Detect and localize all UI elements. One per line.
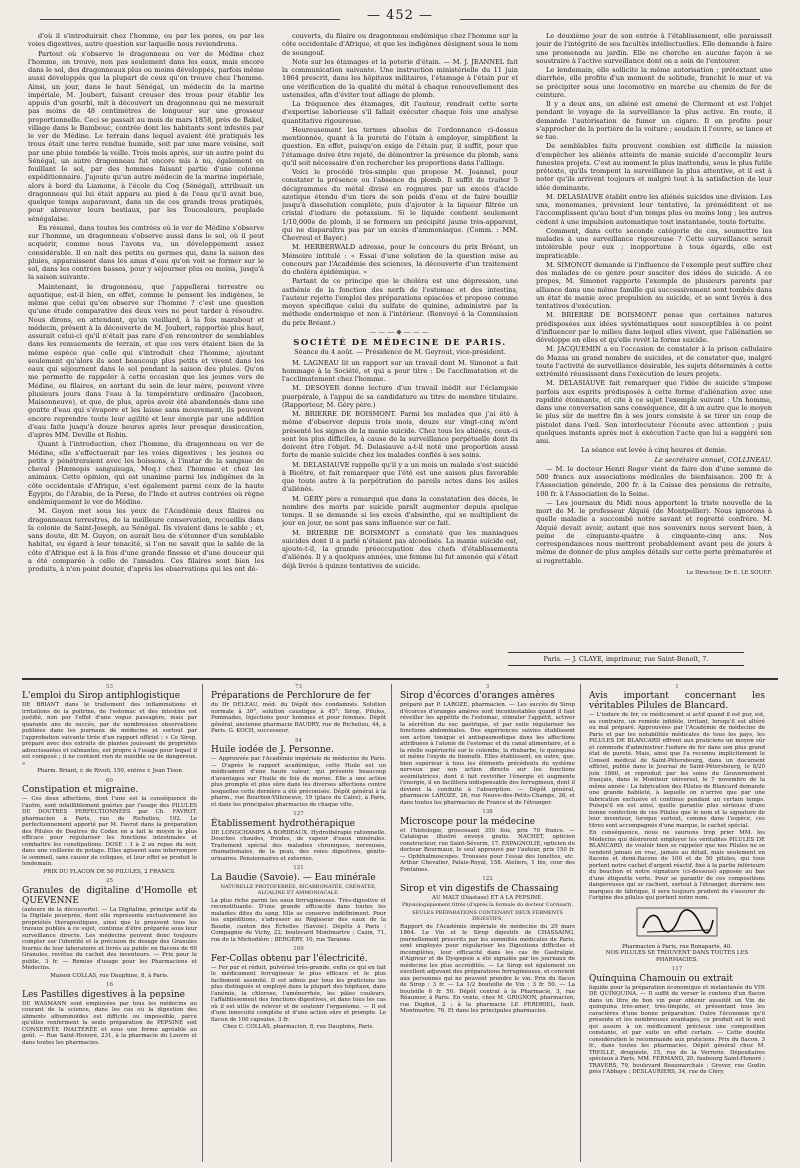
paragraph: La fréquence des étamages, dit l'auteur, rendrait cette sorte d'expertise laborieuse s'il fallait exécuter chaque fois une analyse quantitative rigoureuse. — [282, 100, 518, 125]
ad-number: 121 — [293, 865, 304, 871]
ad-number: 3 — [485, 684, 490, 690]
ad-price: PRIX DU FLACON DE 50 PILULES, 2 FRANCS. — [43, 868, 176, 875]
ad-body: liquide pour la préparation économique et instantanée du VIN DE QUINQUINA. — Il suffit de verser le contenu d'un flacon dans un litre de bon vin pour obtenir aussitôt un Vin de quinquina très-amer, très-limpide, et présentant tous les caractères d'une bonne préparation. Outre l'économie qu'il présente et les nombreuses avantages, ce produit est le seul qui assure à un médicament précieux une composition constante, et par suite un effet certain. — Cette double considération le recommande aux praticiens. Prix du flacon, 3 fr., dans toutes les pharmacies. Dépôt général chez M. TREILLE, droguiste, 15, rue de la Verrerie. Dépositaires spéciaux à Paris, MM. FERMAND, 20, faubourg Saint-Honoré ; TRAVERS, 79, boulevard Beaumarchais ; Grover, rue Gozlin près l'Abbaye ; DESLAURIERS, 34, rue de Cléry. — [589, 984, 765, 1075]
ad-title: L'emploi du Sirop antiphlogistique — [22, 691, 181, 701]
ad-quinquina — [589, 966, 765, 1076]
ad-title: Microscope pour la médecine — [400, 816, 536, 827]
paragraph: M. DELASIAUVE établit entre les aliénés suicides une division. Les uns, monomanes, prévoient leur tentative, la préméditent et ne l'accomplissent qu'au bout d'un temps plus ou moins long ; les autres cèdent à une impulsion automatique tout instantanée, toute fortuite. — [536, 192, 772, 226]
paragraph: Le deuxième jour de son entrée à l'établissement, elle paraissait jouir de l'intégrité de ses facultés intellectuelles. Elle demande à faire une promenade au jardin. Elle ne cherche en aucune façon à se soustraire à l'active surveillance dont on a soin de l'entourer. — [536, 32, 772, 65]
ad-title: La Baudie (Savoie). — Eau minérale — [211, 872, 376, 883]
ad-subtitle: Physiologiquement titrés (d'après la formule du docteur Corvisart). — [401, 902, 574, 908]
ad-title: Les Pastilles digestives à la pepsine — [22, 989, 186, 1000]
ad-body: DE BRIANT dans le traitement des inflammations et irritations de la poitrine, de l'estomac et des intestins est justifié, non par l'effet d'une vogue passagère, mais par quarante ans de succès, par de nombreuses observations publiées dans les journaux de médecine et surtout par l'approbation suivante tirée d'un rapport officiel : « Ce Sirop, préparé avec des extraits de plantes jouissant de propriétés adoucissantes et calmantes, est propre à l'usage pour lequel il est composé ; il ne contient rien de nuisible ou de dangereux. » — [22, 702, 197, 767]
paragraph: M. JACQUEMIN a eu l'occasion de constater à la prison cellulaire de Mazas un grand nombre de suicides, et de constater que, malgré toute l'activité de surveillance désirable, les sujets déterminés à cette extrémité réussissent dans l'exécution de leurs projets. — [536, 345, 772, 378]
closing-line: La séance est levée à cinq heures et demie. — [581, 446, 727, 455]
ad-title: Préparations de Perchlorure de fer — [211, 691, 371, 701]
paragraph: M. Guyon met sous les yeux de l'Académie deux filaires ou dragonneaux terrestres, de la meilleure conservation, recueillis dans la colonie de Saint-Joseph, au Sénégal. Ils vivaient dans le sable ; et, sans doute, dit M. Guyon, on aurait lieu de s'étonner d'un semblable habitat, eu égard à leur tenacité, si l'on ne savait que le sable de la côte d'Afrique est à la fois d'une grande finesse et d'une douceur qui a été comparée à celle de l'amadou. Ces filaires sont bien les produits, à n'en point douter, d'après les observations qui les ont dé- — [28, 507, 264, 573]
ad-title: Fer-Collas obtenu par l'électricité. — [211, 953, 368, 964]
paragraph: M. BRIERRE DE BOISMONT. Parmi les malades que j'ai été à même d'observer depuis trois mois, douze sur vingt-cinq m'ont présenté les signes de la manie suicide. Chez tous les aliénés, ceux-ci sont les plus difficiles, à cause de la surveillance perpétuelle dont ils doivent être l'objet. M. Delasiauve a-t-il noté une proportion aussi forte de manie suicide chez les malades confiés à ses soins. — [282, 410, 518, 460]
section-title: SOCIÉTÉ DE MÉDECINE DE PARIS. — [293, 338, 507, 348]
ad-body: du Dr DELEAU, méd. du Dépôt des condamnés. Solution normale à 30°, solution caustique à 45°; Sirop, Pilules, Pommades, Injections pour hommes et pour femmes. Dépôt général, ancienne pharmacie BAUDRY, rue de Richelieu, 44, à Paris. G. KOCH, successeur. — [211, 702, 386, 734]
ad-address: Pharmacien à Paris, rue Bonaparte, 40. — [622, 943, 732, 950]
paragraph: — M. le docteur Henri Roger vient de faire don d'une somme de 500 francs aux associations médicales de bienfaisance. 200 fr. à l'Association générale, 200 fr. à la Caisse des pensions de retraite, 100 fr. à l'Association de la Seine. — [536, 464, 772, 498]
ad-microscope — [400, 809, 575, 873]
paragraph: Maintenant, le dragonneau, que j'appellerai terrestre ou aquatique, est-il bien, en effet, comme le pensent les indigènes, le même que celui qu'on observe sur l'homme ? c'est une question qu'une étude comparative des deux vers ne peut tarder à résoudre. Nous dirons, en attendant, qu'un vieillard, à la fois marabout et médecin, présent à la découverte de M. Joubert, rapportée plus haut, assurait celui-ci qu'il n'était pas rare d'en rencontrer de semblables dans les remuements de terrain, et que ces vers étaient bien de la même espèce que celle qui s'introduit chez l'homme, ajoutant seulement qu'alors ils sont beaucoup plus petits et vivent dans les eaux qui séjournent dans le sol pendant la saison des pluies. Qu'on me permette de rappeler à cette occasion que les jeunes vers de Médine, ou filaires, en sortant du sein de leur mère, peuvent vivre plusieurs jours dans l'eau à la température ordinaire (Jacobson, Maisonneuve), et que, de plus, après avoir été abandonnés dans une goutte d'eau qui s'évapore et les laisse sans mouvement, ils peuvent encore reprendre toute leur agilité et leur énergie par une addition d'eau faite jusqu'à douze heures après leur presque dessiccation, d'après MM. Deville et Robin. — [28, 282, 264, 439]
paragraph: M. DESOYER donne lecture d'un travail inédit sur l'éclampsie puerpérale, à l'appui de sa candidature au titre de membre titulaire. (Rapporteur, M. Géry père.) — [282, 384, 518, 409]
paragraph: M. BRIERRE DE BOISMONT a constaté que les maniaques suicides dont il a parlé n'étaient pas alcoolisés. La manie suicide est, ajoute-t-il, la grande préoccupation des chefs d'établissements d'aliénés. Il y a quelques années, une femme lui fut amenée qui s'était déjà livrée à quinze tentatives de suicide. — [282, 528, 518, 570]
paragraph: Il y a deux ans, un aliéné est amené de Clermont et est l'objet pendant le voyage de la surveillance la plus active. En route, il demande l'autorisation de fumer un cigare. Il en profite pour s'approcher de la portière de la voiture ; soudain il l'ouvre, se lance et se tue. — [536, 100, 772, 141]
director-signature: Le Directeur, Dr E. LE SOUEF. — [686, 569, 772, 576]
ad-title: Avis important concernant les véritables Pilules de Blancard. — [589, 691, 765, 711]
ad-number: 60 — [106, 777, 113, 784]
ad-body: (auteurs de la découverte). — La Digitaline, principe actif de la Digitale pourprée, dont elle représente exclusivement les propriétés thérapeutiques, ainsi que le prouvent tous les travaux publiés à ce sujet, continue d'être préparée sous leur surveillance directe. Les médecins peuvent donc toujours compter sur l'identité et la précision de dosage des Granules fournis de leur laboratoire et livrés au public en flacons de 60 Granules, revêtus du cachet des inventeurs. — Prix pour le public, 3 fr. — Remise d'usage pour les Pharmaciens et Médecins. — [22, 906, 197, 971]
ad-notice: NOS PILULES SE TROUVENT DANS TOUTES LES PHARMACIES. — [605, 950, 749, 963]
paragraph: Note sur les étamages et la poterie d'étain. — M. J. JEANNEL fait la communication suivante. Une instruction ministérielle du 11 juin 1864 prescrit, dans les hôpitaux militaires, l'étamage à l'étain pur et une vérification de la qualité du métal à chaque renouvellement des ustensiles, afin d'éviter tout alliage de plomb. — [282, 57, 518, 99]
paragraph: Quant à l'introduction, chez l'homme, du dragonneau ou ver de Médine, elle s'effectuerait par les voies digestives ; les jeunes ou petits y pénétreraient avec les boissons, à l'instar de la sangsue de cheval (Hæmopis sanguisuga, Moq.) chez l'homme et chez les animaux. Cette opinion, qui est unanime parmi les indigènes de la côte occidentale d'Afrique, s'est également parmi ceux de la haute Égypte, de l'Arabie, de la Perse, de l'Inde et autres contrées où règne endémiquement le ver de Médine. — [28, 440, 264, 506]
ad-title: Huile iodée de J. Personne. — [211, 745, 334, 755]
ad-title: Sirop d'écorces d'oranges amères — [400, 691, 555, 701]
ad-number: 16 — [106, 982, 113, 988]
ad-subtitle: AU MALT (Diastase) ET A LA PEPSINE. — [432, 894, 543, 901]
ad-number: 73 — [295, 684, 302, 690]
ad-body: — L'iodure de fer, ce médicament si actif quand il est pur, est, au contraire, un remède infidèle, irritant, lorsqu'il est altéré ou mal préparé. Approuvées par l'Académie de médecine de Paris et par les notabilités médicales de tous les pays, les PILULES DE BLANCARD offrent aux praticiens un moyen sûr et commode d'administrer l'iodure de fer dans son plus grand état de pureté. Mais, ainsi que l'a reconnu implicitement le Conseil médical de Saint-Pétersbourg, dans un document officiel, publié dans le Journal de Saint-Pétersbourg, le 8/20 juin 1860, et reproduit par les soins du Gouvernement français, dans le Moniteur universel, le 7 novembre de la même année : La fabrication des Pilules de Blancard demande une grande habileté, à laquelle on n'arrive que par une fabrication exclusive et continue pendant un certain temps. Puisqu'il en est ainsi, quelle garantie plus sérieuse d'une bonne confection de ces Pilules que le nom et la signature de leur inventeur, lorsque surtout, comme dans l'espèce, ces titres sont accompagnés d'une marque, le cachet spécial. — [589, 712, 765, 829]
ad-title: Granules de digitaline d'Homolle et QUEVENNE — [22, 885, 197, 906]
ad-body: — Fer pur et réduit, pulvérisé très-grande, enfin ce qui en fait le médicament ferrugineux le plus efficace et le plus facilement assimilé. Il est admis par tous les praticiens les plus distingués et employé dans la plupart des hôpitaux, dans l'anémie, la chlorose, l'aménorrhée, les pâles couleurs, l'affaiblissement des fonctions digestives, et dans tous les cas où il est utile de relever et de soutenir l'organisme. — Il est d'une innocuité complète et d'une action sûre et prompte. Le flacon de 100 capsules, 3 fr. — [211, 964, 386, 1023]
ad-column-3 — [400, 684, 581, 1162]
ad-number: 109 — [293, 946, 304, 952]
ad-la-baudie — [211, 865, 386, 943]
ad-column-1 — [22, 684, 203, 1162]
editorial-column-3 — [536, 32, 772, 682]
paragraph: Le lendemain, elle sollicite la même autorisation ; prétextant une diarrhée, elle profite d'un moment de solitude, franchit le mur et va se précipiter sous une locomotive en marche au chemin de fer de ceinture. — [536, 66, 772, 99]
ad-number: 138 — [482, 809, 493, 815]
ad-body: Rapport de l'Académie impériale de médecine du 29 mars 1864. Le Vin et le Sirop digestifs de CHASSAING, journellement prescrits par les sommités médicales de Paris, sont employés pour régulariser les Digestions difficiles et incomplètes, leur efficacité dans les cas de Gastralgie, d'Aigreur et de Dyspepsie a été signalée par les journaux de médecine les plus accrédités. — Le Sirop est également un excellent adjuvant des préparations ferrugineuses, et convient aux personnes qui ne peuvent prendre le vin. Prix du flacon de Sirop : 3 fr. — La 1/2 bouteille de Vin : 3 fr. 50. — La bouteille 6 fr. 50. Dépôt central à la Pharmacie, 3, rue Réaumur, à Paris. En vente, chez M. GRIGNON, pharmacien, rue Duphot, 2 ; à la pharmacie LE PERDRIEL, faub. Montmartre, 76. Et dans les principales pharmacies. — [400, 923, 575, 1014]
ad-column-4 — [589, 684, 770, 1162]
paragraph: Voici le procédé très-simple que propose M. Jeannel, pour constater la présence ou l'absence du plomb. Il suffit de traiter 5 décigrammes du métal divisé en rognures par un excès d'acide azotique étendu d'un tiers de son poids d'eau et de faire bouillir jusqu'à dissolution complète, puis d'ajouter à la liqueur filtrée un cristal d'iodure de potassium. Si le liquide contient seulement 1/10,000e de plomb, il se formera un précipité jaune très-apparent, qui ne disparaîtra pas par un excès d'ammoniaque. (Comm. : MM. Chevreul et Bayer.) — [282, 168, 518, 242]
ad-address: Chez C. COLLAS, pharmacien, 8, rue Dauphine, Paris. — [222, 1024, 375, 1030]
paragraph: couverts, du filaire ou dragonneau endémique chez l'homme sur la côte occidentale d'Afrique, et que les indigènes désignent sous le nom de soungouf. — [282, 32, 518, 57]
paragraph: — Les journaux du Midi nous apportent la triste nouvelle de la mort de M. le professeur Alquié (de Montpellier). Nous ignorons à quelle maladie a succombé notre savant et regretté confrère. M. Alquié devait avoir, autant que nos souvenirs nous servent bien, à peine de cinquante-quatre à cinquante-cinq ans. Nos correspondances nous mettront probablement avant peu de jours à même de donner de plus amples détails sur cette perte prématurée et si regrettable. — [536, 498, 772, 565]
ad-title: Quinquina Chamouin ou extrait — [589, 973, 733, 984]
ad-sirop-oranges — [400, 691, 575, 806]
editorial-column-1 — [28, 32, 264, 682]
ad-number: 127 — [293, 811, 304, 817]
ad-hydrotherapie — [211, 811, 386, 862]
ad-subtitle: SEULES PRÉPARATIONS CONTENANT DEUX FERMENTS DIGESTIFS. — [412, 909, 563, 922]
ad-number: 25 — [106, 878, 113, 884]
ad-constipation — [22, 778, 197, 876]
ad-perchlorure-fer — [211, 691, 386, 735]
ad-body: — Approuvée par l'Académie impériale de médecine de Paris. — D'après le rapport académique, cette Huile est un médicament d'une haute valeur, qui présente beaucoup d'avantages sur l'huile de foie de morue. Elle a une action plus prompte et plus sûre dans les diverses affections contre lesquelles cette dernière a été préconisée. Dépôt général à la pharm., rue Bourbon-Villeneuve, 19 (place du Caire), à Paris, et dans les principales pharmacies de chaque ville. — [211, 756, 386, 808]
printer-line: Paris. — J. CLAYE, imprimeur, rue Saint-Benoît, 7. — [508, 652, 744, 666]
ad-number: 122 — [482, 876, 493, 882]
ad-title: Constipation et migraine. — [22, 785, 139, 795]
blancard-signature-image — [617, 904, 737, 942]
paragraph: M. LAGNEAU lit un rapport sur un travail dont M. Simonot a fait hommage à la Société, et qui a pour titre : De l'acclimatation et de l'acclimatement chez l'homme. — [282, 358, 518, 383]
ad-body: La plus riche parmi les eaux ferrugineuses. Très-digestive et reconstituante. D'une grande efficacité dans toutes les maladies dites du sang. Elle se conserve indéfiniment. Pour les expéditions, s'adresser au Régisseur des eaux de la Baudie, canton des Échelles (Savoie). Dépôts à Paris : Compagnie de Vichy, 22, boulevard Montmartre ; Cazin, 71, rue de la Michodière ; BERGÉRY, 10, rue Taranne. — [211, 897, 386, 943]
ad-huile-iodee — [211, 738, 386, 809]
ad-sirop-chassaing — [400, 876, 575, 1015]
editorial-column-2 — [282, 32, 518, 682]
paragraph: M. DELASIAUVE rappelle qu'il y a un mois un malade s'est suicidé à Bicêtre, et fait remarquer que l'été est une saison plus favorable que toute autre à la perpétration de pareils actes dans les asiles d'aliénés. — [282, 460, 518, 494]
ad-pilules-blancard — [589, 691, 765, 963]
header-rule-right — [460, 19, 760, 20]
ad-number: 54 — [295, 737, 302, 744]
signature-icon — [617, 904, 737, 942]
ad-subtitle: NATURELLE PROTOFERRÉE, BICARBONATÉE, CRÉNATÉE, ALCALINE ET AMMONIACALE. — [220, 883, 377, 896]
paragraph: Comment, dans cette seconde catégorie de cas, soumettre les malades à une surveillance rigoureuse ? Cette surveillance serait intolérable pour eux ; inopportune à tous égards, elle est impraticable. — [536, 226, 772, 260]
paragraph: M. DELASIAUVE fait remarquer que l'idée de suicide s'impose parfois aux esprits prédisposés à cette forme d'aliénation avec une rapidité étonnante, et cite à ce sujet l'exemple suivant : Un homme, dans une conversation sans conséquence, dit à un autre que le moyen le plus sûr de mettre fin à ses jours consiste à se tirer un coup de pistolet dans l'œil. Son interlocuteur l'écoute avec attention ; puis quelques instants après met à exécution l'acte que lui a suggéré son ami. — [536, 379, 772, 445]
ad-body: et l'histologie, grossissant 350 fois, prix 70 francs. — Catalogue illustré envoyé gratis. NACHET, opticien constructeur, rue Saint-Séverin, 17. ESPAGNOLIE, opticien du docteur Bourmaux, le seul approuvé par l'auteur, prix 150 fr. — Ophthalmoscopes. Trousses pour l'essai des lunettes, etc. Arthur Chevalier, Palais-Royal, 158. Ateliers, 1 bis, cour des Fontaines. — [400, 827, 575, 873]
ad-fer-collas — [211, 946, 386, 1031]
paragraph: M. HERBERWALD adresse, pour le concours du prix Bréant, un Mémoire intitulé : « Essai d'une solution de la question mise au concours par l'Académie des sciences, la découverte d'un traitement du choléra épidémique. » — [282, 243, 518, 276]
paragraph: Heureusement les termes absolus de l'ordonnance ci-dessus mentionnée, quant à la pureté de l'étain à employer, simplifient la question. En effet, puisqu'on exige de l'étain pur, il suffit, pour que l'étamage doive être rejeté, de démontrer la présence du plomb, sans qu'il soit nécessaire d'en rechercher les proportions dans l'alliage. — [282, 125, 518, 167]
paragraph: Partout où s'observe le dragonneau ou ver de Médine chez l'homme, on trouve, non pas seulement dans les eaux, mais encore dans le sol, des dragonneaux plus ou moins développés, parfois même aussi développés que la plupart de ceux qu'on trouve chez l'homme. Ainsi, un jour, dans le haut Sénégal, un médecin de la marine impériale, M. Joubert, faisant creuser des trous pour établir les appuis d'un gourbi, mit à découvert un dragonneau qui ne mesurait pas moins de 48 centimètres de longueur sur une grosseur proportionnelle. Ceci se passait au mois de mars 1858, près de Bakel, village dans le Bambouc, contrée dont les habitants sont infestés par le ver de Médine. Le terrain dans lequel avaient été pratiqués les trous était une terre rendue humide, soit par une mare voisine, soit par une pluie tombée la veille. Trois mois après, sur un autre point du Sénégal, un autre dragonneau fut encore mis à nu, également en fouillant le sol, par des hommes faisant partie d'une colonne expéditionnaire. J'ajoute qu'un autre médecin de la marine impériale, alors à bord du Liamone, à l'école du Coq (Sénégal), attribuait un dragonneau qui lui était apparu au pied à de l'eau qu'il avait bue, quelque temps auparavant, dans un de ces grands trous pratiqués, pour abreuver leurs bestiaux, par les Toucouleurs, peuplade sénégalaise. — [28, 49, 264, 223]
ad-body: DE LONGCHAMPS A BORDEAUX. Hydrothérapie rationnelle. Douches chaudes, froides, de vapeur d'eaux minérales. Traitement spécial des maladies chroniques, nerveuses, rhumatismales, de la peau, des voies digestives, génito-urinaires. Pensionnaires et externes. — [211, 829, 386, 862]
advertisements-section — [22, 678, 778, 1164]
ad-body: DE WASMANN sont employées par tous les médecins au courant de la science, dans les cas où la digestion des aliments albuminoïdes est difficile ou impossible, parce qu'elles renferment la seule préparation de PEPSINE soit CONSERVÉE INALTÉRÉE et sous une forme agréable au goût. — Rue Saint-Honoré, 231, à la pharmacie du Louvre et dans toutes les pharmacies. — [22, 1000, 197, 1046]
ad-number: 117 — [671, 966, 683, 972]
page-number: — 452 — — [366, 8, 434, 23]
paragraph: d'où il s'introduirait chez l'homme, ou par les pores, ou par les voies digestives, autre question sur laquelle nous reviendrons. — [28, 32, 264, 49]
paragraph: M. SIMONOT demande si l'influence de l'exemple peut suffire chez des malades de ce genre pour susciter des idées de suicide. A ce propos, M. Simonot rapporte l'exemple de plusieurs parents par alliance dans une même famille qui successivement sont tombés dans un état de manie avec propulsion au suicide, et se sont livrés à des tentatives d'exécution. — [536, 260, 772, 310]
ad-body: préparé par P. LAROZE, pharmacien. — Les succès du Sirop d'écorces d'oranges amères sont incontestables quand il faut réveiller les appétits de l'estomac, stimuler l'appétit, activer la sécrétion du suc gastrique, et par suite régulariser les fonctions abdominales. Des expériences suivies établissent son action tonique et antispasmodique dans les affections attribuées à l'atonie de l'estomac et du canal alimentaire, et à la réelle supériorité sur le colombo, la rhubarbe, le quinquina et même l'oxyde de bismuth. Elles établissent, en outre, que, bien supérieur à tous les éléments précédents du système nerveux par son action directe sur les fonctions assimilatrices, dont il fait revivifier l'énergie et augmente l'énergie, il en facilitera indispensable des ferrugineux, dont il devient la conduite à l'absorption. — Dépôt général, pharmacie LAROZE, 26, rue Neuve-des-Petits-Champs, 26, et dans toutes les pharmacies de France et de l'étranger. — [400, 702, 575, 806]
page-header — [40, 8, 760, 30]
paragraph: M. GÉRY père a remarqué que dans la constatation des décès, le nombre des morts par suicide paraît augmenter depuis quelque temps. Il se demande si les excès d'absinthe, qui se multiplient de jour en jour, ne sont pas sans influence sur ce fait. — [282, 494, 518, 528]
ad-pastilles-pepsine — [22, 982, 197, 1046]
ad-address: Pharm. Briant, r. de Rivoli, 150, entrée r. Jean Tison — [37, 768, 182, 774]
ad-title: Sirop et vin digestifs de Chassaing — [400, 883, 559, 894]
ad-column-2 — [211, 684, 392, 1162]
paragraph: En résumé, dans toutes les contrées où le ver de Médine s'observe sur l'homme, un dragonneau s'observe aussi dans le sol, où il peut acquérir, comme nous l'avons vu, un développement assez considérable. Il en naît des petits ou germes qui, dans la saison des pluies, apparaissent dans les amas d'eau qu'on voit se former sur le sol, dans les contrées basses, pour y séjourner plus ou moins, jusqu'à la saison suivante. — [28, 223, 264, 282]
ad-granules-digitaline — [22, 878, 197, 979]
ad-number: 1 — [675, 684, 679, 690]
editorial-section — [28, 32, 772, 682]
session-line: Séance du 4 août. — Présidence de M. Geyrout, vice-président. — [294, 348, 506, 357]
ad-number: 53 — [106, 684, 113, 690]
ornament-divider: ———◆——— — [369, 327, 431, 336]
ad-title: Établissement hydrothérapique — [211, 818, 356, 829]
secretary-signature: Le secrétaire annuel, COLLINEAU. — [654, 455, 772, 464]
paragraph: De semblables faits prouvent combien est difficile la mission d'empêcher les aliénés atteints de manie suicide d'accomplir leurs funestes projets. C'est au moment le plus inattendu, sous le plus futile prétexte, qu'ils trompent la surveillance la plus attentive, et il est à noter qu'ils arrivent toujours et malgré tout à la satisfaction de leur idée dominante. — [536, 142, 772, 192]
ad-body: — Ces deux affections, dont l'une est la conséquence de l'autre, sont infailliblement guéries par l'usage des PILULES DE DOUTRES PERFECTIONNÉES par Ch. FAVROT, pharmacien à Paris, rue de Richelieu, 102. Le perfectionnement apporté par M. Favrot dans la préparation des Pilules de Doutres du Codex en a fait le moyen le plus efficace pour régulariser les fonctions intestinales et combattre les constipations. DOSE : 1 à 2 au repas du soir, dans une cuillerée de potage. Elles agissent sans interrompre le sommeil, sans causer de coliques, et leur effet se produit le lendemain. — [22, 796, 197, 867]
ad-sirop-briant — [22, 691, 197, 775]
paragraph: M. BRIERRE DE BOISMONT pense que certaines natures prédisposées aux idées systématiques sont susceptibles à ce point d'influencer par le milieu dans lequel elles vivent, que l'aliénation se développe en elles et qu'elle revêt la forme suicide. — [536, 311, 772, 344]
ad-address: Maison COLLAS, rue Dauphine, 8, à Paris. — [50, 972, 169, 979]
ad-body: En conséquence, nous ne saurions trop prier MM. les Médecins qui désireront employer les véritables PILULES DE BLANCARD, de vouloir bien se rappeler que nos Pilules ne se vendent jamais en vrac, jamais au détail, mais seulement en flacons et demi-flacons de 100 et de 50 pilules, qui tous portent notre cachet d'argent réactif, fixé à la partie inférieure du bouchon et notre signature (ci-dessous) apposée au bas d'une étiquette verte. Pour se garantir de ces compositions dangereuses qui se cachent, surtout à l'étranger, derrière nos marques de fabrique, il sera toujours prudent de s'assurer de l'origine des pilules qui portent notre nom. — [589, 830, 765, 901]
paragraph: Partant de ce principe que le choléra est une dépression, une asthénie de la fonction des nerfs de l'estomac et des intestins, l'auteur rejette l'emploi des préparations opiacées et propose comme moyen spécifique celui du sulfate de quinine, administré par la méthode endermique et non à l'intérieur. (Renvoyé à la Commission du prix Bréant.) — [282, 277, 518, 327]
